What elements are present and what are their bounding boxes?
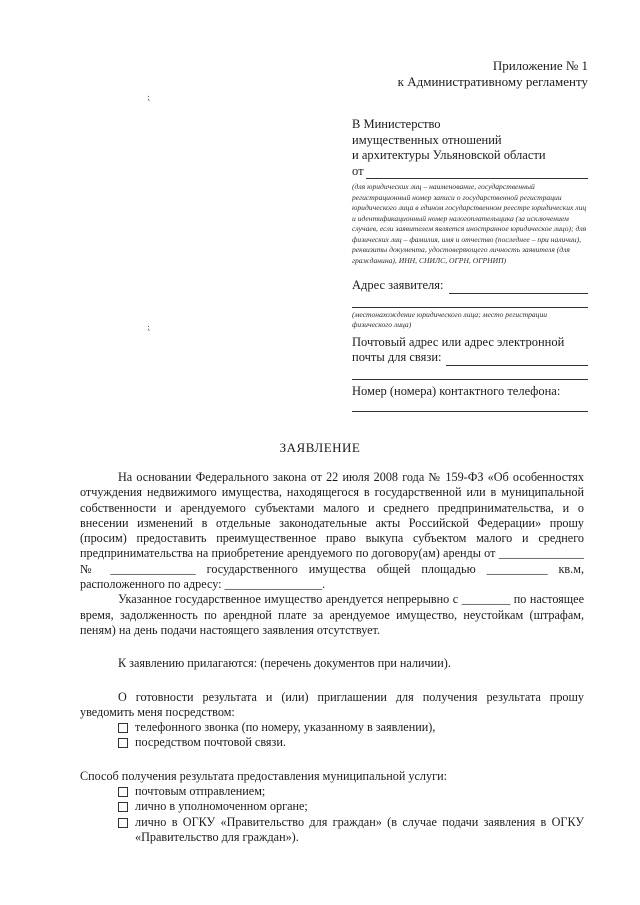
postal-field-line-2[interactable] [352, 379, 588, 380]
addressee-block [352, 117, 588, 412]
checkbox-icon[interactable] [118, 802, 128, 812]
postal-field[interactable] [446, 353, 589, 366]
document-title: ЗАЯВЛЕНИЕ [279, 440, 361, 455]
paragraph-basis: На основании Федерального закона от 22 июля 2008 года № 159-ФЗ «Об особенностях отчуждения недвижимого имущества, находящегося в государственной или в муниципальной собственности и арендуемого субъектами малого и среднего предпринимательства, и о внесении изменений в отдельные законодательные акты Российской Федерации» прошу (просим) предоставить преимущественное право выкупа субъектом малого и среднего предпринимательства на приобретение арендуемого по договору(ам) аренды от ______________ № ______________ государственного имущества общей площадью __________ кв.м, расположенного по адресу: ________________. [80, 470, 584, 592]
notify-option-mail[interactable] [118, 735, 584, 750]
addressee-line-2: имущественных отношений [352, 132, 502, 147]
scan-mark-icon: ⁏ [147, 92, 151, 102]
paragraph-lease: Указанное государственное имущество арендуется непрерывно с ________ по настоящее время, задолженность по арендной плате за арендуемое имущество, неустойкам (штрафам, пеням) на день подачи настоящего заявления отсутствует. [80, 592, 584, 637]
checkbox-icon[interactable] [118, 818, 128, 828]
appendix-number: Приложение № 1 [492, 58, 588, 73]
address-note: (местонахождение юридического лица; место регистрации физического лица) [352, 309, 548, 329]
from-note: (для юридических лиц – наименование, государственный регистрационный номер записи о государственной регистрации юридического лица в едином государственном реестре юридических лиц и идентификационный номер налогоплательщика (за исключением случаев, если заявителем является иностранное юридическое лицо); для физических лиц – фамилия, имя и отчество (последнее – при наличии), реквизиты документа, удостоверяющего личность заявителя (для гражданина), ИНН, СНИЛС, ОГРН, ОГРНИП) [352, 182, 587, 265]
notify-option-phone[interactable] [118, 720, 584, 735]
address-field[interactable] [449, 281, 588, 294]
appendix-reference: к Административному регламенту [397, 74, 588, 89]
method-option-label: лично в уполномоченном органе; [135, 799, 308, 814]
phone-field[interactable] [352, 411, 588, 412]
appendix-header [398, 58, 588, 90]
notify-intro: О готовности результата и (или) приглашении для получения результата прошу уведомить меня посредством: [80, 689, 584, 719]
phone-label: Номер (номера) контактного телефона: [352, 383, 561, 398]
method-intro: Способ получения результата предоставления муниципальной услуги: [80, 768, 447, 783]
paragraph-attachments: К заявлению прилагаются: (перечень документов при наличии). [118, 656, 451, 671]
method-option-label: почтовым отправлением; [135, 784, 266, 799]
method-option-mail[interactable] [118, 784, 584, 799]
from-field[interactable] [366, 166, 588, 179]
checkbox-icon[interactable] [118, 738, 128, 748]
method-option-office[interactable] [118, 799, 584, 814]
document-body [80, 470, 584, 845]
address-field-line-2[interactable] [352, 307, 588, 308]
checkbox-icon[interactable] [118, 723, 128, 733]
notify-option-label: посредством почтовой связи. [135, 735, 286, 750]
method-option-label: лично в ОГКУ «Правительство для граждан» (в случае подачи заявления в ОГКУ «Правительство для граждан»). [135, 814, 584, 844]
scan-mark-icon: ⁏ [147, 322, 151, 332]
addressee-line-1: В Министерство [352, 117, 441, 131]
notify-option-label: телефонного звонка (по номеру, указанному в заявлении), [135, 720, 436, 735]
address-label: Адрес заявителя: [352, 278, 444, 292]
postal-label-1: Почтовый адрес или адрес электронной [352, 334, 565, 349]
addressee-line-3: и архитектуры Ульяновской области [352, 148, 546, 162]
postal-label-2: почты для связи: [352, 350, 442, 364]
from-label: от [352, 163, 364, 178]
notify-options [118, 720, 584, 751]
method-options [118, 784, 584, 845]
method-option-ogku[interactable] [118, 815, 584, 846]
checkbox-icon[interactable] [118, 787, 128, 797]
